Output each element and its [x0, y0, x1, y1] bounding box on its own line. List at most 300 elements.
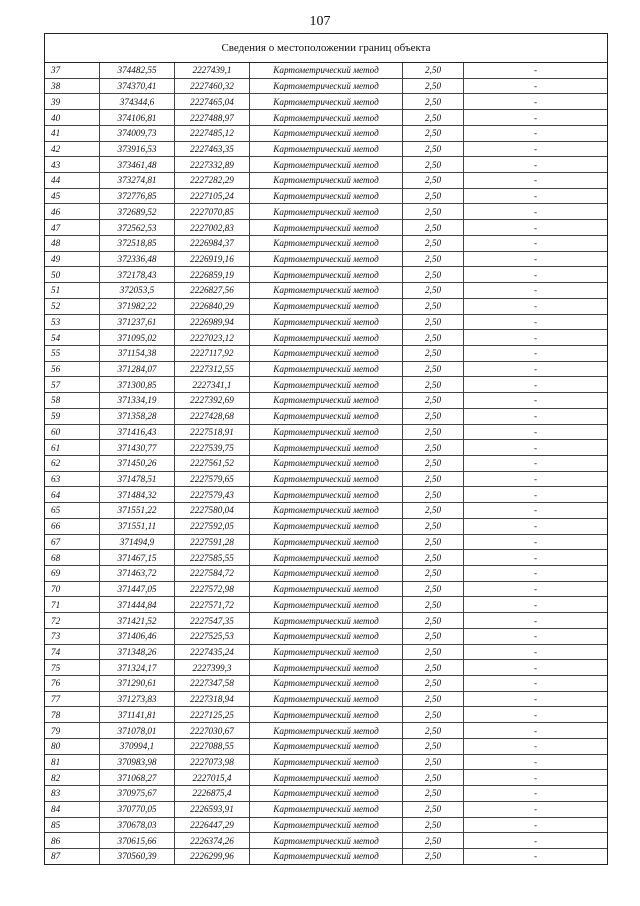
y-coordinate-cell: 2227399,3 — [175, 660, 250, 676]
x-coordinate-cell: 370615,66 — [100, 833, 175, 849]
method-cell: Картометрический метод — [250, 455, 403, 471]
y-coordinate-cell: 2226919,16 — [175, 251, 250, 267]
x-coordinate-cell: 371324,17 — [100, 660, 175, 676]
boundary-table-sheet — [44, 33, 608, 865]
table-row — [45, 408, 607, 424]
method-cell: Картометрический метод — [250, 471, 403, 487]
accuracy-cell: 2,50 — [403, 141, 464, 157]
table-row — [45, 801, 607, 817]
point-number-cell: 37 — [45, 63, 100, 78]
description-cell: - — [464, 251, 608, 267]
table-row — [45, 550, 607, 566]
point-number-cell: 65 — [45, 503, 100, 519]
method-cell: Картометрический метод — [250, 738, 403, 754]
accuracy-cell: 2,50 — [403, 534, 464, 550]
method-cell: Картометрический метод — [250, 848, 403, 863]
description-cell: - — [464, 393, 608, 409]
point-number-cell: 79 — [45, 723, 100, 739]
description-cell: - — [464, 204, 608, 220]
method-cell: Картометрический метод — [250, 550, 403, 566]
method-cell: Картометрический метод — [250, 676, 403, 692]
y-coordinate-cell: 2226374,26 — [175, 833, 250, 849]
table-row — [45, 817, 607, 833]
accuracy-cell: 2,50 — [403, 644, 464, 660]
method-cell: Картометрический метод — [250, 78, 403, 94]
method-cell: Картометрический метод — [250, 283, 403, 299]
accuracy-cell: 2,50 — [403, 628, 464, 644]
point-number-cell: 69 — [45, 566, 100, 582]
table-row — [45, 676, 607, 692]
description-cell: - — [464, 125, 608, 141]
x-coordinate-cell: 373916,53 — [100, 141, 175, 157]
y-coordinate-cell: 2227332,89 — [175, 157, 250, 173]
point-number-cell: 40 — [45, 110, 100, 126]
y-coordinate-cell: 2227439,1 — [175, 63, 250, 78]
accuracy-cell: 2,50 — [403, 220, 464, 236]
description-cell: - — [464, 817, 608, 833]
description-cell: - — [464, 141, 608, 157]
y-coordinate-cell: 2227460,32 — [175, 78, 250, 94]
table-row — [45, 345, 607, 361]
point-number-cell: 61 — [45, 440, 100, 456]
description-cell: - — [464, 440, 608, 456]
description-cell: - — [464, 235, 608, 251]
y-coordinate-cell: 2226447,29 — [175, 817, 250, 833]
table-row — [45, 723, 607, 739]
x-coordinate-cell: 371154,38 — [100, 345, 175, 361]
y-coordinate-cell: 2227579,65 — [175, 471, 250, 487]
method-cell: Картометрический метод — [250, 345, 403, 361]
y-coordinate-cell: 2227572,98 — [175, 581, 250, 597]
y-coordinate-cell: 2227392,69 — [175, 393, 250, 409]
description-cell: - — [464, 173, 608, 189]
table-row — [45, 125, 607, 141]
method-cell: Картометрический метод — [250, 125, 403, 141]
y-coordinate-cell: 2227282,29 — [175, 173, 250, 189]
method-cell: Картометрический метод — [250, 581, 403, 597]
accuracy-cell: 2,50 — [403, 78, 464, 94]
point-number-cell: 75 — [45, 660, 100, 676]
point-number-cell: 62 — [45, 455, 100, 471]
description-cell: - — [464, 660, 608, 676]
x-coordinate-cell: 371551,11 — [100, 518, 175, 534]
description-cell: - — [464, 377, 608, 393]
accuracy-cell: 2,50 — [403, 801, 464, 817]
table-row — [45, 597, 607, 613]
y-coordinate-cell: 2227488,97 — [175, 110, 250, 126]
y-coordinate-cell: 2227341,1 — [175, 377, 250, 393]
accuracy-cell: 2,50 — [403, 361, 464, 377]
method-cell: Картометрический метод — [250, 235, 403, 251]
table-row — [45, 518, 607, 534]
description-cell: - — [464, 283, 608, 299]
point-number-cell: 77 — [45, 691, 100, 707]
accuracy-cell: 2,50 — [403, 125, 464, 141]
accuracy-cell: 2,50 — [403, 267, 464, 283]
x-coordinate-cell: 371463,72 — [100, 566, 175, 582]
point-number-cell: 51 — [45, 283, 100, 299]
point-number-cell: 53 — [45, 314, 100, 330]
y-coordinate-cell: 2227584,72 — [175, 566, 250, 582]
point-number-cell: 83 — [45, 786, 100, 802]
description-cell: - — [464, 503, 608, 519]
table-row — [45, 393, 607, 409]
accuracy-cell: 2,50 — [403, 173, 464, 189]
y-coordinate-cell: 2226989,94 — [175, 314, 250, 330]
method-cell: Картометрический метод — [250, 141, 403, 157]
description-cell: - — [464, 597, 608, 613]
accuracy-cell: 2,50 — [403, 707, 464, 723]
method-cell: Картометрический метод — [250, 220, 403, 236]
point-number-cell: 49 — [45, 251, 100, 267]
table-row — [45, 613, 607, 629]
description-cell: - — [464, 801, 608, 817]
x-coordinate-cell: 371484,32 — [100, 487, 175, 503]
method-cell: Картометрический метод — [250, 63, 403, 78]
x-coordinate-cell: 372336,48 — [100, 251, 175, 267]
accuracy-cell: 2,50 — [403, 581, 464, 597]
y-coordinate-cell: 2227347,58 — [175, 676, 250, 692]
x-coordinate-cell: 374009,73 — [100, 125, 175, 141]
description-cell: - — [464, 314, 608, 330]
point-number-cell: 64 — [45, 487, 100, 503]
description-cell: - — [464, 786, 608, 802]
y-coordinate-cell: 2227312,55 — [175, 361, 250, 377]
y-coordinate-cell: 2227561,52 — [175, 455, 250, 471]
method-cell: Картометрический метод — [250, 817, 403, 833]
description-cell: - — [464, 408, 608, 424]
x-coordinate-cell: 371450,26 — [100, 455, 175, 471]
accuracy-cell: 2,50 — [403, 314, 464, 330]
table-row — [45, 173, 607, 189]
description-cell: - — [464, 581, 608, 597]
table-row — [45, 440, 607, 456]
table-row — [45, 298, 607, 314]
x-coordinate-cell: 371068,27 — [100, 770, 175, 786]
accuracy-cell: 2,50 — [403, 345, 464, 361]
coordinates-table-body — [45, 63, 607, 864]
y-coordinate-cell: 2227030,67 — [175, 723, 250, 739]
y-coordinate-cell: 2226299,96 — [175, 848, 250, 863]
y-coordinate-cell: 2227580,04 — [175, 503, 250, 519]
x-coordinate-cell: 371494,9 — [100, 534, 175, 550]
accuracy-cell: 2,50 — [403, 377, 464, 393]
accuracy-cell: 2,50 — [403, 157, 464, 173]
y-coordinate-cell: 2226875,4 — [175, 786, 250, 802]
description-cell: - — [464, 518, 608, 534]
method-cell: Картометрический метод — [250, 770, 403, 786]
accuracy-cell: 2,50 — [403, 754, 464, 770]
method-cell: Картометрический метод — [250, 707, 403, 723]
x-coordinate-cell: 374482,55 — [100, 63, 175, 78]
x-coordinate-cell: 370770,05 — [100, 801, 175, 817]
point-number-cell: 56 — [45, 361, 100, 377]
table-row — [45, 377, 607, 393]
description-cell: - — [464, 78, 608, 94]
y-coordinate-cell: 2226859,19 — [175, 267, 250, 283]
accuracy-cell: 2,50 — [403, 518, 464, 534]
method-cell: Картометрический метод — [250, 754, 403, 770]
x-coordinate-cell: 374370,41 — [100, 78, 175, 94]
x-coordinate-cell: 371237,61 — [100, 314, 175, 330]
x-coordinate-cell: 371284,07 — [100, 361, 175, 377]
point-number-cell: 54 — [45, 330, 100, 346]
method-cell: Картометрический метод — [250, 518, 403, 534]
method-cell: Картометрический метод — [250, 691, 403, 707]
method-cell: Картометрический метод — [250, 440, 403, 456]
table-row — [45, 235, 607, 251]
table-row — [45, 188, 607, 204]
accuracy-cell: 2,50 — [403, 723, 464, 739]
description-cell: - — [464, 330, 608, 346]
table-row — [45, 63, 607, 78]
table-row — [45, 361, 607, 377]
table-row — [45, 786, 607, 802]
accuracy-cell: 2,50 — [403, 550, 464, 566]
description-cell: - — [464, 110, 608, 126]
point-number-cell: 70 — [45, 581, 100, 597]
point-number-cell: 38 — [45, 78, 100, 94]
method-cell: Картометрический метод — [250, 94, 403, 110]
x-coordinate-cell: 371141,81 — [100, 707, 175, 723]
table-row — [45, 503, 607, 519]
point-number-cell: 47 — [45, 220, 100, 236]
x-coordinate-cell: 372776,85 — [100, 188, 175, 204]
point-number-cell: 82 — [45, 770, 100, 786]
description-cell: - — [464, 723, 608, 739]
point-number-cell: 50 — [45, 267, 100, 283]
method-cell: Картометрический метод — [250, 188, 403, 204]
accuracy-cell: 2,50 — [403, 613, 464, 629]
x-coordinate-cell: 373461,48 — [100, 157, 175, 173]
point-number-cell: 76 — [45, 676, 100, 692]
table-row — [45, 738, 607, 754]
table-row — [45, 330, 607, 346]
method-cell: Картометрический метод — [250, 393, 403, 409]
point-number-cell: 74 — [45, 644, 100, 660]
description-cell: - — [464, 63, 608, 78]
x-coordinate-cell: 374106,81 — [100, 110, 175, 126]
y-coordinate-cell: 2227518,91 — [175, 424, 250, 440]
table-row — [45, 110, 607, 126]
x-coordinate-cell: 371551,22 — [100, 503, 175, 519]
description-cell: - — [464, 487, 608, 503]
x-coordinate-cell: 371358,28 — [100, 408, 175, 424]
table-row — [45, 660, 607, 676]
point-number-cell: 84 — [45, 801, 100, 817]
table-row — [45, 78, 607, 94]
x-coordinate-cell: 371421,52 — [100, 613, 175, 629]
method-cell: Картометрический метод — [250, 628, 403, 644]
method-cell: Картометрический метод — [250, 833, 403, 849]
description-cell: - — [464, 550, 608, 566]
point-number-cell: 68 — [45, 550, 100, 566]
x-coordinate-cell: 371478,51 — [100, 471, 175, 487]
accuracy-cell: 2,50 — [403, 330, 464, 346]
point-number-cell: 60 — [45, 424, 100, 440]
accuracy-cell: 2,50 — [403, 738, 464, 754]
y-coordinate-cell: 2227125,25 — [175, 707, 250, 723]
point-number-cell: 55 — [45, 345, 100, 361]
accuracy-cell: 2,50 — [403, 471, 464, 487]
accuracy-cell: 2,50 — [403, 487, 464, 503]
description-cell: - — [464, 566, 608, 582]
method-cell: Картометрический метод — [250, 204, 403, 220]
y-coordinate-cell: 2227465,04 — [175, 94, 250, 110]
description-cell: - — [464, 157, 608, 173]
point-number-cell: 73 — [45, 628, 100, 644]
accuracy-cell: 2,50 — [403, 566, 464, 582]
description-cell: - — [464, 220, 608, 236]
accuracy-cell: 2,50 — [403, 660, 464, 676]
y-coordinate-cell: 2226593,91 — [175, 801, 250, 817]
description-cell: - — [464, 770, 608, 786]
accuracy-cell: 2,50 — [403, 770, 464, 786]
y-coordinate-cell: 2227571,72 — [175, 597, 250, 613]
description-cell: - — [464, 676, 608, 692]
point-number-cell: 85 — [45, 817, 100, 833]
description-cell: - — [464, 707, 608, 723]
method-cell: Картометрический метод — [250, 613, 403, 629]
method-cell: Картометрический метод — [250, 534, 403, 550]
y-coordinate-cell: 2227117,92 — [175, 345, 250, 361]
accuracy-cell: 2,50 — [403, 691, 464, 707]
y-coordinate-cell: 2227485,12 — [175, 125, 250, 141]
x-coordinate-cell: 372689,52 — [100, 204, 175, 220]
y-coordinate-cell: 2226840,29 — [175, 298, 250, 314]
x-coordinate-cell: 371982,22 — [100, 298, 175, 314]
x-coordinate-cell: 371095,02 — [100, 330, 175, 346]
accuracy-cell: 2,50 — [403, 94, 464, 110]
accuracy-cell: 2,50 — [403, 833, 464, 849]
x-coordinate-cell: 371444,84 — [100, 597, 175, 613]
y-coordinate-cell: 2227435,24 — [175, 644, 250, 660]
accuracy-cell: 2,50 — [403, 204, 464, 220]
table-row — [45, 424, 607, 440]
x-coordinate-cell: 371406,46 — [100, 628, 175, 644]
point-number-cell: 78 — [45, 707, 100, 723]
accuracy-cell: 2,50 — [403, 408, 464, 424]
description-cell: - — [464, 738, 608, 754]
accuracy-cell: 2,50 — [403, 786, 464, 802]
x-coordinate-cell: 371447,05 — [100, 581, 175, 597]
accuracy-cell: 2,50 — [403, 440, 464, 456]
y-coordinate-cell: 2227547,35 — [175, 613, 250, 629]
x-coordinate-cell: 370994,1 — [100, 738, 175, 754]
y-coordinate-cell: 2227525,53 — [175, 628, 250, 644]
y-coordinate-cell: 2227463,35 — [175, 141, 250, 157]
point-number-cell: 45 — [45, 188, 100, 204]
y-coordinate-cell: 2227592,05 — [175, 518, 250, 534]
y-coordinate-cell: 2227002,83 — [175, 220, 250, 236]
x-coordinate-cell: 371467,15 — [100, 550, 175, 566]
point-number-cell: 39 — [45, 94, 100, 110]
x-coordinate-cell: 371078,01 — [100, 723, 175, 739]
point-number-cell: 41 — [45, 125, 100, 141]
table-row — [45, 770, 607, 786]
x-coordinate-cell: 374344,6 — [100, 94, 175, 110]
table-title: Сведения о местоположении границ объекта — [45, 34, 607, 63]
x-coordinate-cell: 371348,26 — [100, 644, 175, 660]
table-row — [45, 581, 607, 597]
description-cell: - — [464, 534, 608, 550]
accuracy-cell: 2,50 — [403, 393, 464, 409]
table-row — [45, 94, 607, 110]
y-coordinate-cell: 2227585,55 — [175, 550, 250, 566]
point-number-cell: 42 — [45, 141, 100, 157]
description-cell: - — [464, 754, 608, 770]
accuracy-cell: 2,50 — [403, 251, 464, 267]
y-coordinate-cell: 2227023,12 — [175, 330, 250, 346]
y-coordinate-cell: 2227015,4 — [175, 770, 250, 786]
x-coordinate-cell: 370983,98 — [100, 754, 175, 770]
point-number-cell: 58 — [45, 393, 100, 409]
description-cell: - — [464, 613, 608, 629]
method-cell: Картометрический метод — [250, 110, 403, 126]
y-coordinate-cell: 2227539,75 — [175, 440, 250, 456]
table-row — [45, 283, 607, 299]
description-cell: - — [464, 848, 608, 863]
table-row — [45, 455, 607, 471]
method-cell: Картометрический метод — [250, 298, 403, 314]
description-cell: - — [464, 644, 608, 660]
accuracy-cell: 2,50 — [403, 283, 464, 299]
description-cell: - — [464, 361, 608, 377]
x-coordinate-cell: 370560,39 — [100, 848, 175, 863]
method-cell: Картометрический метод — [250, 314, 403, 330]
y-coordinate-cell: 2227428,68 — [175, 408, 250, 424]
page-number: 107 — [309, 14, 331, 29]
y-coordinate-cell: 2227070,85 — [175, 204, 250, 220]
accuracy-cell: 2,50 — [403, 298, 464, 314]
method-cell: Картометрический метод — [250, 408, 403, 424]
table-row — [45, 220, 607, 236]
table-row — [45, 141, 607, 157]
point-number-cell: 66 — [45, 518, 100, 534]
description-cell: - — [464, 455, 608, 471]
point-number-cell: 43 — [45, 157, 100, 173]
accuracy-cell: 2,50 — [403, 817, 464, 833]
x-coordinate-cell: 370975,67 — [100, 786, 175, 802]
table-row — [45, 487, 607, 503]
x-coordinate-cell: 371334,19 — [100, 393, 175, 409]
x-coordinate-cell: 372518,85 — [100, 235, 175, 251]
x-coordinate-cell: 372562,53 — [100, 220, 175, 236]
method-cell: Картометрический метод — [250, 267, 403, 283]
accuracy-cell: 2,50 — [403, 848, 464, 863]
y-coordinate-cell: 2227591,28 — [175, 534, 250, 550]
table-row — [45, 566, 607, 582]
method-cell: Картометрический метод — [250, 660, 403, 676]
point-number-cell: 59 — [45, 408, 100, 424]
method-cell: Картометрический метод — [250, 566, 403, 582]
point-number-cell: 67 — [45, 534, 100, 550]
x-coordinate-cell: 371273,83 — [100, 691, 175, 707]
x-coordinate-cell: 370678,03 — [100, 817, 175, 833]
point-number-cell: 57 — [45, 377, 100, 393]
method-cell: Картометрический метод — [250, 173, 403, 189]
method-cell: Картометрический метод — [250, 597, 403, 613]
table-row — [45, 267, 607, 283]
y-coordinate-cell: 2227318,94 — [175, 691, 250, 707]
y-coordinate-cell: 2227105,24 — [175, 188, 250, 204]
accuracy-cell: 2,50 — [403, 235, 464, 251]
x-coordinate-cell: 371300,85 — [100, 377, 175, 393]
method-cell: Картометрический метод — [250, 424, 403, 440]
y-coordinate-cell: 2227088,55 — [175, 738, 250, 754]
accuracy-cell: 2,50 — [403, 110, 464, 126]
method-cell: Картометрический метод — [250, 644, 403, 660]
